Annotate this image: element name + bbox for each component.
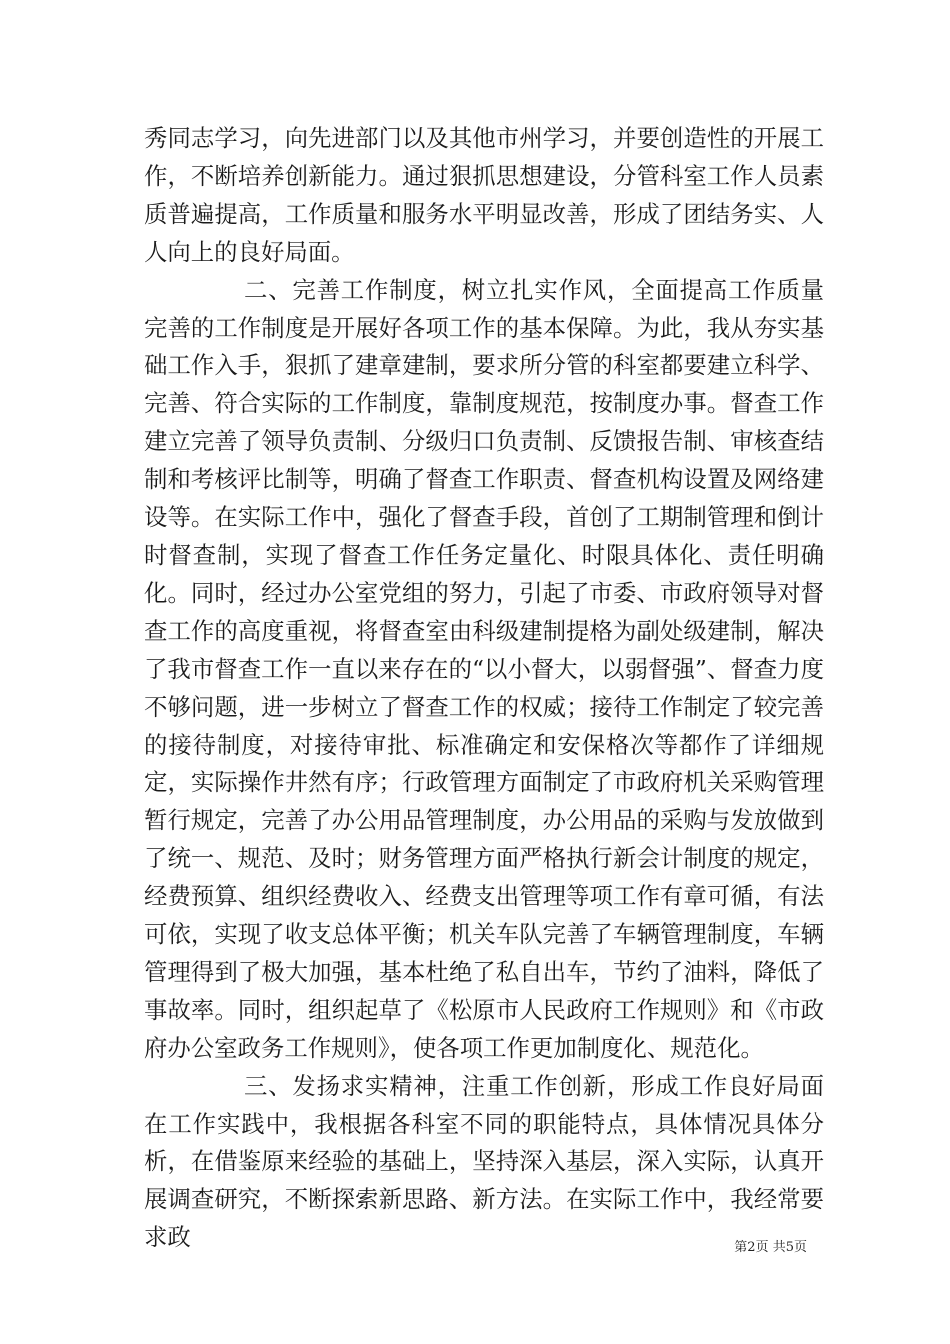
footer-prefix: 第 — [734, 1240, 748, 1255]
footer-suffix: 页 — [793, 1240, 807, 1255]
document-body — [144, 120, 824, 1257]
footer-current-page: 2 — [747, 1240, 756, 1255]
page-footer — [734, 1236, 807, 1255]
footer-middle: 页 共 — [755, 1240, 786, 1255]
footer-total-pages: 5 — [785, 1240, 794, 1255]
paragraph-section-three: 三、发扬求实精神，注重工作创新，形成工作良好局面在工作实践中，我根据各科室不同的职能特点，具体情况具体分析，在借鉴原来经验的基础上，坚持深入基层，深入实际，认真开展调查研究，不断探索新思路、新方法。在实际工作中，我经常要求政 — [144, 1071, 824, 1252]
paragraph-continuation: 秀同志学习，向先进部门以及其他市州学习，并要创造性的开展工作，不断培养创新能力。通过狠抓思想建设，分管科室工作人员素质普遍提高，工作质量和服务水平明显改善，形成了团结务实、人人向上的良好局面。 — [144, 124, 824, 266]
paragraph-section-two: 二、完善工作制度，树立扎实作风，全面提高工作质量完善的工作制度是开展好各项工作的基本保障。为此，我从夯实基础工作入手，狠抓了建章建制，要求所分管的科室都要建立科学、完善、符合实际的工作制度，靠制度规范，按制度办事。督查工作建立完善了领导负责制、分级归口负责制、反馈报告制、审核查结制和考核评比制等，明确了督查工作职责、督查机构设置及网络建设等。在实际工作中，强化了督查手段，首创了工期制管理和倒计时督查制，实现了督查工作任务定量化、时限具体化、责任明确化。同时，经过办公室党组的努力，引起了市委、市政府领导对督查工作的高度重视，将督查室由科级建制提格为副处级建制，解决了我市督查工作一直以来存在的“以小督大，以弱督强”、督查力度不够问题，进一步树立了督查工作的权威；接待工作制定了较完善的接待制度，对接待审批、标准确定和安保格次等都作了详细规定，实际操作井然有序；行政管理方面制定了市政府机关采购管理暂行规定，完善了办公用品管理制度，办公用品的采购与发放做到了统一、规范、及时；财务管理方面严格执行新会计制度的规定，经费预算、组织经费收入、经费支出管理等项工作有章可循，有法可依，实现了收支总体平衡；机关车队完善了车辆管理制度，车辆管理得到了极大加强，基本杜绝了私自出车，节约了油料，降低了事故率。同时，组织起草了《松原市人民政府工作规则》和《市政府办公室政务工作规则》，使各项工作更加制度化、规范化。 — [144, 275, 824, 1062]
